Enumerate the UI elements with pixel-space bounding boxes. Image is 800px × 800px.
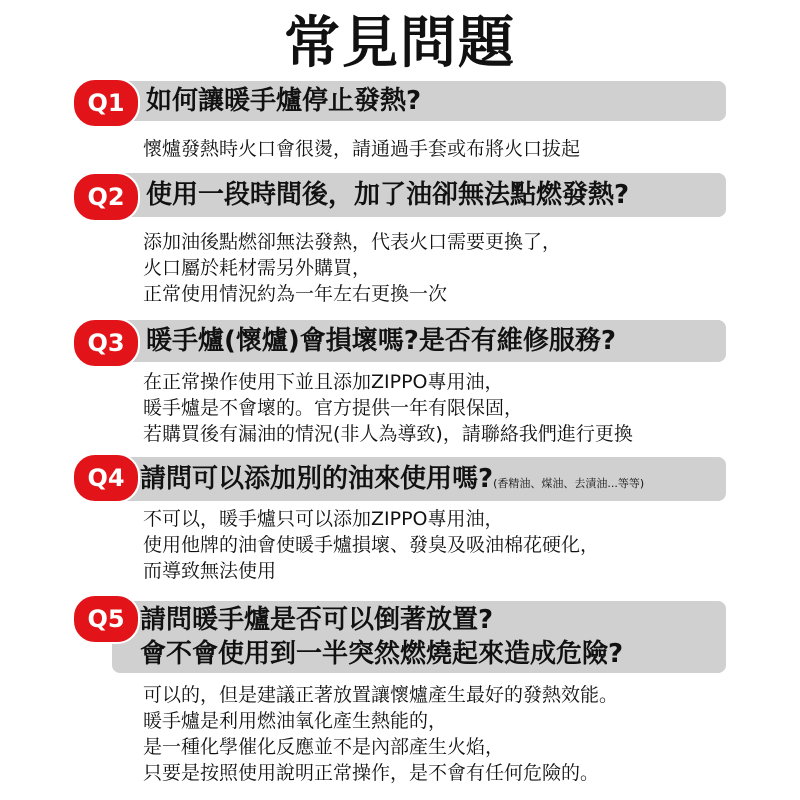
answer-line: 可以的，但是建議正著放置讓懷爐產生最好的發熱效能。 <box>143 684 619 706</box>
answer-text <box>143 369 633 447</box>
question-badge: Q1 <box>72 78 140 128</box>
answer-line: 使用他牌的油會使暖手爐損壞、發臭及吸油棉花硬化， <box>143 534 600 556</box>
page-title: 常見問題 <box>284 11 516 76</box>
question-note: (香精油、煤油、去漬油...等等) <box>493 477 645 490</box>
question-text <box>140 462 644 501</box>
question-badge: Q3 <box>72 318 140 368</box>
answer-line: 懷爐發熱時火口會很燙，請通過手套或布將火口拔起 <box>143 138 581 160</box>
question-text: 使用一段時間後，加了油卻無法點燃發熱? <box>146 180 630 210</box>
answer-line: 在正常操作使用下並且添加ZIPPO專用油， <box>143 371 504 393</box>
question-badge: Q2 <box>72 172 140 222</box>
answer-line: 暖手爐是利用燃油氧化產生熱能的， <box>143 710 448 732</box>
answer-line: 添加油後點燃卻無法發熱，代表火口需要更換了， <box>143 231 562 253</box>
answer-line: 不可以，暖手爐只可以添加ZIPPO專用油， <box>143 508 504 530</box>
answer-text <box>143 229 561 307</box>
question-text-line2: 會不會使用到一半突然燃燒起來造成危險? <box>140 639 624 669</box>
question-badge: Q5 <box>72 594 140 644</box>
question-text: 如何讓暖手爐停止發熱? <box>146 86 422 116</box>
answer-text <box>143 682 618 786</box>
answer-line: 是一種化學催化反應並不是內部產生火焰， <box>143 736 505 758</box>
answer-line: 而導致無法使用 <box>143 560 277 582</box>
answer-line: 正常使用情況約為一年左右更換一次 <box>143 283 448 305</box>
answer-line: 只要是按照使用說明正常操作，是不會有任何危險的。 <box>143 762 600 784</box>
answer-line: 火口屬於耗材需另外購買， <box>143 257 372 279</box>
answer-text <box>143 506 599 584</box>
answer-line: 若購買後有漏油的情況(非人為導致)，請聯絡我們進行更換 <box>143 423 633 445</box>
question-badge: Q4 <box>72 453 140 503</box>
question-text: 請問暖手爐是否可以倒著放置? <box>140 605 494 635</box>
question-text: 暖手爐(懷爐)會損壞嗎?是否有維修服務? <box>146 326 616 356</box>
answer-line: 暖手爐是不會壞的。官方提供一年有限保固， <box>143 397 524 419</box>
answer-text <box>143 136 580 162</box>
question-main: 請問可以添加別的油來使用嗎? <box>140 464 494 494</box>
